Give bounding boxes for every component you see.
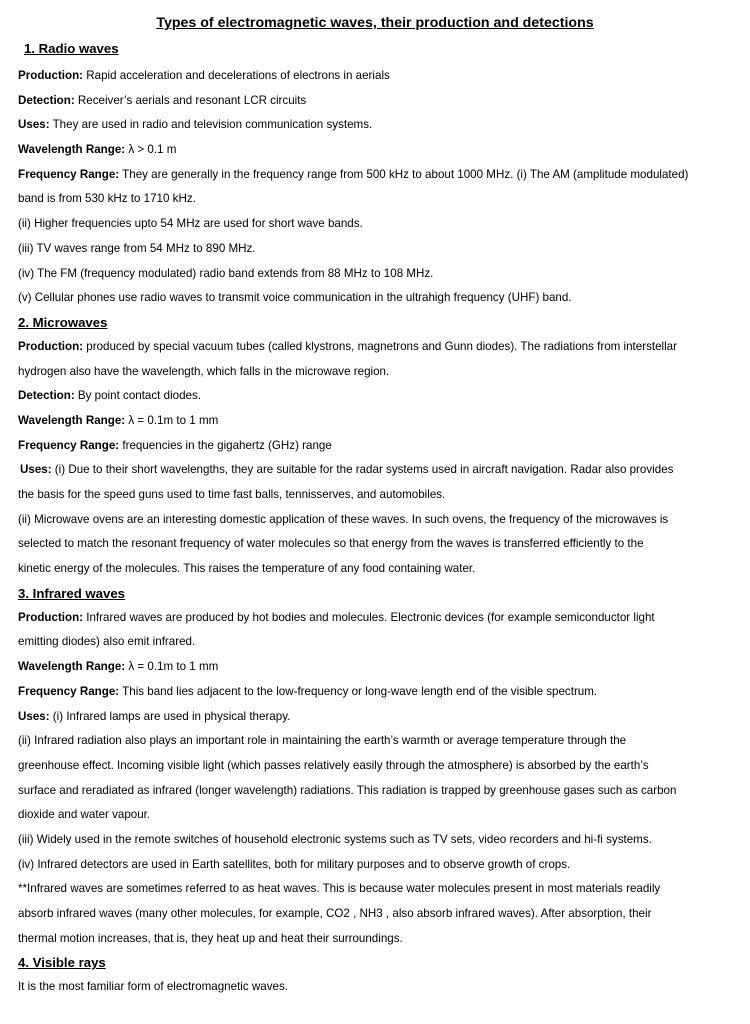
infrared-frequency [18,680,732,705]
radio-wavelength [18,138,732,163]
microwave-uses-line-2: the basis for the speed guns used to time fast balls, tennisserves, and automobiles. [18,488,446,501]
microwave-uses-line-5: kinetic energy of the molecules. This raises the temperature of any food containing water. [18,562,476,576]
radio-item-iv: (iv) The FM (frequency modulated) radio band extends from 88 MHz to 108 MHz. [18,266,434,280]
infrared-wavelength-text: λ = 0.1m to 1 mm [125,660,219,674]
radio-item-v: (v) Cellular phones use radio waves to transmit voice communication in the ultrahigh frequency (UHF) band. [18,291,572,305]
infrared-uses-text: (i) Infrared lamps are used in physical therapy. [49,709,291,723]
microwave-uses [18,458,732,483]
radio-detection [18,89,732,114]
microwave-production-continued: hydrogen also have the wavelength, which falls in the microwave region. [18,364,390,378]
radio-item-iii: (iii) TV waves range from 54 MHz to 890 MHz. [18,241,256,255]
microwave-uses-label: Uses: [20,463,52,477]
radio-frequency-label: Frequency Range: [18,167,120,181]
infrared-note-line-1: **Infrared waves are sometimes referred to as heat waves. This is because water molecules present in most materials readily [18,882,661,896]
section-heading-radio-waves: 1. Radio waves [24,41,119,56]
section-heading-infrared-waves: 3. Infrared waves [18,585,126,601]
radio-item-ii: (ii) Higher frequencies upto 54 MHz are used for short wave bands. [18,217,363,231]
microwave-wavelength [18,409,732,434]
radio-frequency-text: They are generally in the frequency range from 500 kHz to about 1000 MHz. (i) The AM (amplitude modulated) [119,167,689,181]
microwave-production-label: Production: [18,339,84,353]
radio-detection-text: Receiver’s aerials and resonant LCR circuits [74,93,307,107]
section-heading-microwaves: 2. Microwaves [18,314,108,330]
visible-rays-text: It is the most familiar form of electromagnetic waves. [18,980,288,994]
radio-wavelength-label: Wavelength Range: [18,143,126,157]
microwave-uses-text: (i) Due to their short wavelengths, they are suitable for the radar systems used in aircraft navigation. Radar also provides [51,463,674,477]
radio-detection-label: Detection: [18,93,75,107]
microwave-frequency [18,434,732,459]
infrared-frequency-label: Frequency Range: [18,684,120,698]
infrared-uses-line-6: (iii) Widely used in the remote switches of household electronic systems such as TV sets, video recorders and hi-fi systems. [18,832,652,846]
infrared-wavelength-label: Wavelength Range: [18,660,126,674]
infrared-uses-line-2: (ii) Infrared radiation also plays an important role in maintaining the earth’s warmth or average temperature through the [18,734,627,748]
microwave-production [18,335,732,360]
microwave-detection-label: Detection: [18,389,75,403]
infrared-frequency-text: This band lies adjacent to the low-frequency or long-wave length end of the visible spectrum. [119,684,598,698]
radio-wavelength-text: λ > 0.1 m [125,143,177,157]
radio-production-text: Rapid acceleration and decelerations of electrons in aerials [83,69,390,82]
infrared-production-continued: emitting diodes) also emit infrared. [18,635,196,649]
radio-uses-text: They are used in radio and television communication systems. [49,118,373,132]
microwave-detection [18,384,732,409]
infrared-wavelength [18,655,732,680]
radio-frequency [18,163,732,188]
infrared-production-text: Infrared waves are produced by hot bodies and molecules. Electronic devices (for example semiconductor light [83,610,655,624]
infrared-uses [18,705,732,730]
microwave-frequency-text: frequencies in the gigahertz (GHz) range [119,438,332,452]
microwave-uses-line-4: selected to match the resonant frequency of water molecules so that energy from the waves is transferred efficiently to the [18,537,644,551]
infrared-uses-line-5: dioxide and water vapour. [18,808,151,822]
radio-uses-label: Uses: [18,118,50,132]
microwave-wavelength-text: λ = 0.1m to 1 mm [125,413,219,427]
infrared-note-line-2: absorb infrared waves (many other molecules, for example, CO2 , NH3 , also absorb infrared waves). After absorption, their [18,907,652,920]
infrared-uses-line-7: (iv) Infrared detectors are used in Earth satellites, both for military purposes and to observe growth of crops. [18,857,571,871]
document-title: Types of electromagnetic waves, their production and detections [156,15,594,31]
section-heading-visible-rays: 4. Visible rays [18,955,106,971]
infrared-production-label: Production: [18,610,84,624]
radio-uses [18,113,732,138]
radio-frequency-continued: band is from 530 kHz to 1710 kHz. [18,192,196,206]
microwave-frequency-label: Frequency Range: [18,438,120,452]
microwave-detection-text: By point contact diodes. [74,389,202,403]
microwave-production-text: produced by special vacuum tubes (called klystrons, magnetrons and Gunn diodes). The radiations from interstellar [83,339,677,353]
infrared-uses-line-3: greenhouse effect. Incoming visible light (which passes relatively easily through the atmosphere) is absorbed by the earth’s [18,758,649,772]
infrared-uses-label: Uses: [18,709,50,723]
microwave-uses-line-3: (ii) Microwave ovens are an interesting domestic application of these waves. In such ovens, the frequency of the microwaves is [18,512,669,526]
infrared-uses-line-4: surface and reradiated as infrared (longer wavelength) radiations. This radiation is trapped by greenhouse gases such as carbon [18,783,677,797]
infrared-note-line-3: thermal motion increases, that is, they heat up and heat their surroundings. [18,931,403,945]
radio-production [18,64,732,89]
microwave-wavelength-label: Wavelength Range: [18,413,126,427]
infrared-production [18,606,732,631]
radio-production-label: Production: [18,69,84,82]
